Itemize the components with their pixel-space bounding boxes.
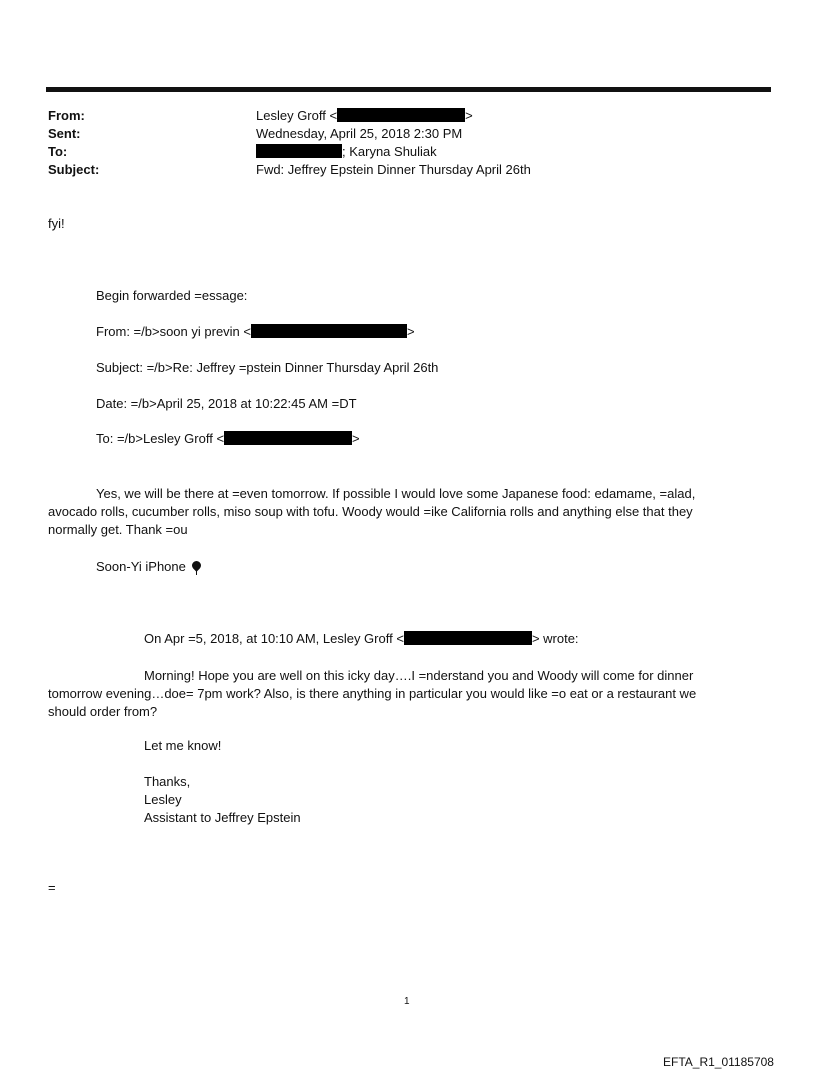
from-name: Lesley Groff < — [256, 108, 338, 123]
to-label: To: — [48, 144, 68, 159]
page-number: 1 — [404, 996, 410, 1007]
from-label: From: — [48, 108, 85, 123]
redaction-box — [337, 108, 465, 122]
forward-begin: Begin forwarded =essage: — [96, 288, 248, 303]
from-close: > — [465, 108, 473, 123]
quoted-let-me-know: Let me know! — [144, 738, 222, 753]
map-pin-icon — [190, 559, 203, 572]
forward-to-close: > — [352, 431, 360, 446]
forward-to-text: To: =/b>Lesley Groff < — [96, 431, 225, 446]
document-id: EFTA_R1_01185708 — [663, 1055, 774, 1069]
redaction-box — [404, 631, 532, 645]
fyi-text: fyi! — [48, 216, 65, 231]
from-value — [256, 108, 473, 123]
quoted-name: Lesley — [144, 792, 182, 807]
forward-date: Date: =/b>April 25, 2018 at 10:22:45 AM =DT — [96, 396, 357, 411]
subject-label: Subject: — [48, 162, 100, 177]
forward-from — [96, 324, 415, 339]
quoted-thanks: Thanks, — [144, 774, 191, 789]
quoted-title: Assistant to Jeffrey Epstein — [144, 810, 301, 825]
subject-value: Fwd: Jeffrey Epstein Dinner Thursday April 26th — [256, 162, 531, 177]
quoted-message: Morning! Hope you are well on this icky day….I =nderstand you and Woody will come for dinner tomorrow evening…doe= 7pm work? Also, is there anything in particular you would like =o eat or a restaurant we should order from? — [48, 668, 697, 719]
forward-subject: Subject: =/b>Re: Jeffrey =pstein Dinner Thursday April 26th — [96, 360, 439, 375]
quoted-intro — [144, 631, 579, 646]
quoted-intro-text: On Apr =5, 2018, at 10:10 AM, Lesley Groff < — [144, 631, 404, 646]
redaction-box — [251, 324, 407, 338]
redaction-box — [256, 144, 342, 158]
signature — [96, 559, 197, 575]
redaction-box — [224, 431, 352, 445]
forward-from-close: > — [407, 324, 415, 339]
forward-to — [96, 431, 360, 446]
sent-value: Wednesday, April 25, 2018 2:30 PM — [256, 126, 463, 141]
signature-text: Soon-Yi iPhone — [96, 559, 186, 574]
forward-from-text: From: =/b>soon yi previn < — [96, 324, 251, 339]
to-value — [256, 144, 437, 159]
reply-paragraph: Yes, we will be there at =even tomorrow. If possible I would love some Japanese food: edamame, =alad, avocado rolls, cucumber rolls, miso soup with tofu. Woody would =ike California rolls and anything else that they normally get. Thank =ou — [48, 486, 696, 537]
quoted-intro-close: > wrote: — [531, 631, 579, 646]
trailer-equals: = — [48, 880, 56, 895]
sent-label: Sent: — [48, 126, 81, 141]
to-recipient: ; Karyna Shuliak — [342, 144, 437, 159]
header-rule — [46, 87, 771, 92]
